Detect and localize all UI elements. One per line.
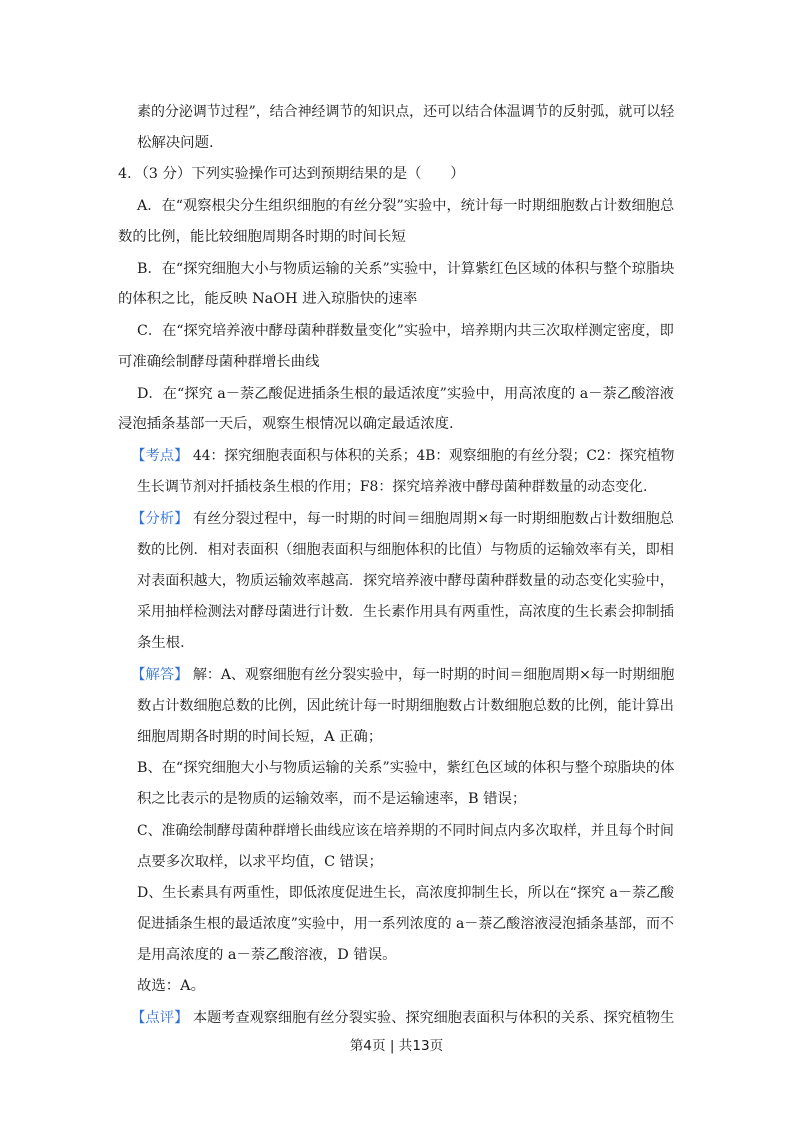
fenxi-line: [0, 537, 793, 563]
jieda-line: [0, 693, 793, 719]
jieda-label: 【解答】: [131, 667, 189, 683]
text-fit: D、生长素具有两重性，即低浓度促进生长，高浓度抑制生长，所以在“探究 a－萘乙酸: [137, 885, 675, 901]
option-b: [0, 256, 793, 282]
text-fit: B、在“探究细胞大小与物质运输的关系”实验中，紫红色区域的体积与整个琼脂块的体: [137, 760, 675, 776]
option-d-cont: 浸泡插条基部一天后，观察生根情况以确定最适浓度.: [118, 416, 454, 432]
fenxi-line: [0, 568, 793, 594]
jieda-c-cont: 点要多次取样，以求平均值，C 错误；: [137, 854, 383, 870]
fenxi-line: [0, 506, 793, 532]
fenxi-line: 条生根．: [137, 635, 195, 651]
jieda-b-cont: 积之比表示的是物质的运输效率，而不是运输速率，B 错误；: [137, 791, 527, 807]
text-fit: B．在“探究细胞大小与物质运输的关系”实验中，计算紫红色区域的体积与整个琼脂块: [137, 261, 675, 277]
text-fit: 采用抽样检测法对酵母菌进行计数．生长素作用具有两重性，高浓度的生长素会抑制插: [137, 604, 674, 620]
text-fit: A．在“观察根尖分生组织细胞的有丝分裂”实验中，统计每一时期细胞数占计数细胞总: [137, 198, 675, 214]
jieda-d: [0, 880, 793, 906]
jieda-d-cont: 是用高浓度的 a－萘乙酸溶液，D 错误。: [137, 947, 397, 963]
intro-line: [0, 99, 793, 125]
page-footer: 第4页 | 共13页: [349, 1038, 444, 1054]
jieda-b: [0, 755, 793, 781]
option-d: [0, 381, 793, 407]
text-fit: C．在“探究培养液中酵母菌种群数量变化”实验中，培养期内共三次取样测定密度，即: [137, 323, 674, 339]
fenxi-line: [0, 599, 793, 625]
question-stem: 4．（3 分）下列实验操作可达到预期结果的是（ ）: [118, 166, 465, 182]
text-fit: 数的比例．相对表面积（细胞表面积与细胞体积的比值）与物质的运输效率有关，即相: [137, 542, 674, 558]
text-fit: 生长调节剂对扦插枝条生根的作用；F8：探究培养液中酵母菌种群数量的动态变化.: [137, 479, 648, 495]
text-fit: 素的分泌调节过程”，结合神经调节的知识点，还可以结合体温调节的反射弧，就可以轻: [137, 104, 675, 120]
dianping-line: [0, 1005, 793, 1031]
text-fit: 本题考查观察细胞有丝分裂实验、探究细胞表面积与体积的关系、探究植物生: [193, 1010, 675, 1026]
kaodian-label: 【考点】: [131, 448, 189, 464]
text-fit: D．在“探究 a－萘乙酸促进插条生根的最适浓度”实验中，用高浓度的 a－萘乙酸溶液: [137, 386, 674, 402]
jieda-d-cont: [0, 911, 793, 937]
answer-line: 故选：A。: [137, 978, 205, 994]
text-fit: 有丝分裂过程中，每一时期的时间＝细胞周期×每一时期细胞数占计数细胞总: [193, 511, 674, 527]
jieda-line: 细胞周期各时期的时间长短，A 正确；: [137, 729, 383, 745]
option-a: [0, 193, 793, 219]
text-fit: 解：A、观察细胞有丝分裂实验中，每一时期的时间＝细胞周期×每一时期细胞: [193, 667, 675, 683]
text-fit: C、准确绘制酵母菌种群增长曲线应该在培养期的不同时间点内多次取样，并且每个时间: [137, 823, 674, 839]
intro-line: 松解决问题.: [137, 135, 214, 151]
kaodian-line: [0, 443, 793, 469]
text-fit: 44：探究细胞表面积与体积的关系；4B：观察细胞的有丝分裂；C2：探究植物: [193, 448, 675, 464]
option-c: [0, 318, 793, 344]
option-b-cont: 的体积之比，能反映 NaOH 进入琼脂快的速率: [118, 291, 418, 307]
text-fit: 数占计数细胞总数的比例，因此统计每一时期细胞数占计数细胞总数的比例，能计算出: [137, 698, 674, 714]
text-fit: 促进插条生根的最适浓度”实验中，用一系列浓度的 a－萘乙酸溶液浸泡插条基部，而不: [137, 916, 674, 932]
fenxi-label: 【分析】: [131, 511, 189, 527]
text-fit: 对表面积越大，物质运输效率越高．探究培养液中酵母菌种群数量的动态变化实验中，: [137, 573, 674, 589]
dianping-label: 【点评】: [131, 1010, 189, 1026]
jieda-line: [0, 662, 793, 688]
kaodian-line: [0, 474, 793, 500]
option-a-cont: 数的比例，能比较细胞周期各时期的时间长短: [118, 229, 406, 245]
jieda-c: [0, 818, 793, 844]
option-c-cont: 可准确绘制酵母菌种群增长曲线: [118, 354, 320, 370]
